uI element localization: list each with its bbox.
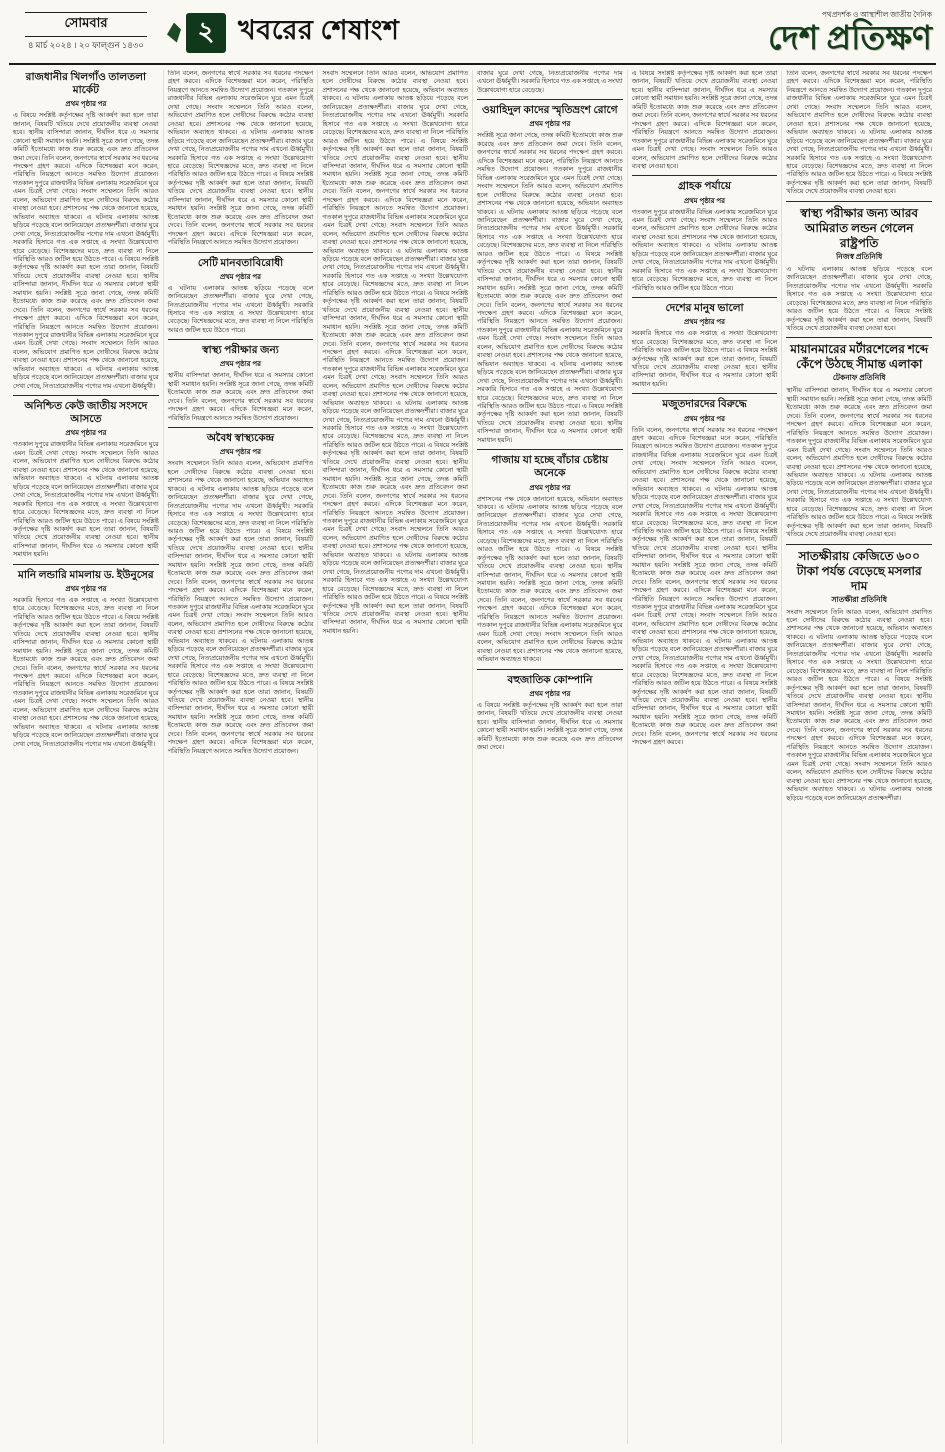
story-headline: স্বাস্থ্য পরীক্ষার জন্য	[202, 345, 279, 357]
story-body-text: এ ঘটনায় এলাকায় আতঙ্ক ছড়িয়ে পড়েছে বলে জানিয়েছেন প্রত্যক্ষদর্শীরা। বাজার ঘুরে দেখা গেছে, নিত্যপ্রয়োজনীয় পণ্যের দাম এখনো ঊর্ধ্বমুখী। সরকারি হিসাবে গত এক সপ্তাহে এ সংখ্যা উল্লেখযোগ্য হারে বেড়েছে। বিশেষজ্ঞদের মতে, দ্রুত ব্যবস্থা না নিলে পরিস্থিতি আরও জটিল হয়ে উঠতে পারে। এ বিষয়ে সংশ্লিষ্ট কর্তৃপক্ষের দৃষ্টি আকর্ষণ করা হলে তারা জানান, বিষয়টি খতিয়ে দেখে প্রয়োজনীয় ব্যবস্থা নেওয়া হবে।	[786, 265, 933, 332]
continued-from-page-one-label: প্রথম পৃষ্ঠার পর	[684, 318, 725, 327]
story-headline: মানি লন্ডারি মামলায় ড. ইউনুসের	[18, 569, 154, 581]
story-continuation	[322, 70, 468, 636]
story-body-text: সরকারি হিসাবে গত এক সপ্তাহে এ সংখ্যা উল্লেখযোগ্য হারে বেড়েছে। বিশেষজ্ঞদের মতে, দ্রুত ব্যবস্থা না নিলে পরিস্থিতি আরও জটিল হয়ে উঠতে পারে। এ বিষয়ে সংশ্লিষ্ট কর্তৃপক্ষের দৃষ্টি আকর্ষণ করা হলে তারা জানান, বিষয়টি খতিয়ে দেখে প্রয়োজনীয় ব্যবস্থা নেওয়া হবে। স্থানীয় বাসিন্দারা জানান, দীর্ঘদিন ধরে এ সমস্যার কোনো স্থায়ী সমাধান হয়নি।	[631, 330, 778, 388]
story	[13, 564, 159, 749]
story-body-text: বাজার ঘুরে দেখা গেছে, নিত্যপ্রয়োজনীয় পণ্যের দাম এখনো ঊর্ধ্বমুখী। সরকারি হিসাবে গত এক সপ্তাহে এ সংখ্যা উল্লেখযোগ্য হারে বেড়েছে।	[477, 70, 623, 94]
story	[477, 449, 623, 664]
story-body-text: স্থানীয় বাসিন্দারা জানান, দীর্ঘদিন ধরে এ সমস্যার কোনো স্থায়ী সমাধান হয়নি। সংশ্লিষ্ট সূত্রে জানা গেছে, তদন্ত কমিটি ইতোমধ্যে কাজ শুরু করেছে এবং দ্রুত প্রতিবেদন জমা দেবে। তিনি বলেন, জনগণের স্বার্থে সরকার সব ধরনের পদক্ষেপ গ্রহণ করবে। এদিকে বিশেষজ্ঞরা মনে করেন, পরিস্থিতি নিয়ন্ত্রণে আনতে সমন্বিত উদ্যোগ প্রয়োজন। গতকাল দুপুরে রাজধানীর বিভিন্ন এলাকায় সরেজমিনে ঘুরে এমন চিত্রই দেখা গেছে। সংবাদ সম্মেলনে তিনি আরও বলেন, অভিযোগ প্রমাণিত হলে দোষীদের বিরুদ্ধে কঠোর ব্যবস্থা নেওয়া হবে। প্রশাসনের পক্ষ থেকে জানানো হয়েছে, অভিযান অব্যাহত থাকবে। এ ঘটনায় এলাকায় আতঙ্ক ছড়িয়ে পড়েছে বলে জানিয়েছেন প্রত্যক্ষদর্শীরা। বাজার ঘুরে দেখা গেছে, নিত্যপ্রয়োজনীয় পণ্যের দাম এখনো ঊর্ধ্বমুখী। সরকারি হিসাবে গত এক সপ্তাহে এ সংখ্যা উল্লেখযোগ্য হারে বেড়েছে। বিশেষজ্ঞদের মতে, দ্রুত ব্যবস্থা না নিলে পরিস্থিতি আরও জটিল হয়ে উঠতে পারে। এ বিষয়ে সংশ্লিষ্ট কর্তৃপক্ষের দৃষ্টি আকর্ষণ করা হলে তারা জানান, বিষয়টি খতিয়ে দেখে প্রয়োজনীয় ব্যবস্থা নেওয়া হবে।	[786, 387, 933, 539]
column-6	[781, 70, 936, 1444]
section-title: খবরের শেষাংশ	[238, 15, 400, 45]
story-body-text: প্রশাসনের পক্ষ থেকে জানানো হয়েছে, অভিযান অব্যাহত থাকবে। এ ঘটনায় এলাকায় আতঙ্ক ছড়িয়ে পড়েছে বলে জানিয়েছেন প্রত্যক্ষদর্শীরা। বাজার ঘুরে দেখা গেছে, নিত্যপ্রয়োজনীয় পণ্যের দাম এখনো ঊর্ধ্বমুখী। সরকারি হিসাবে গত এক সপ্তাহে এ সংখ্যা উল্লেখযোগ্য হারে বেড়েছে। বিশেষজ্ঞদের মতে, দ্রুত ব্যবস্থা না নিলে পরিস্থিতি আরও জটিল হয়ে উঠতে পারে। এ বিষয়ে সংশ্লিষ্ট কর্তৃপক্ষের দৃষ্টি আকর্ষণ করা হলে তারা জানান, বিষয়টি খতিয়ে দেখে প্রয়োজনীয় ব্যবস্থা নেওয়া হবে। স্থানীয় বাসিন্দারা জানান, দীর্ঘদিন ধরে এ সমস্যার কোনো স্থায়ী সমাধান হয়নি। সংশ্লিষ্ট সূত্রে জানা গেছে, তদন্ত কমিটি ইতোমধ্যে কাজ শুরু করেছে এবং দ্রুত প্রতিবেদন জমা দেবে। তিনি বলেন, জনগণের স্বার্থে সরকার সব ধরনের পদক্ষেপ গ্রহণ করবে। এদিকে বিশেষজ্ঞরা মনে করেন, পরিস্থিতি নিয়ন্ত্রণে আনতে সমন্বিত উদ্যোগ প্রয়োজন। গতকাল দুপুরে রাজধানীর বিভিন্ন এলাকায় সরেজমিনে ঘুরে এমন চিত্রই দেখা গেছে। সংবাদ সম্মেলনে তিনি আরও বলেন, অভিযোগ প্রমাণিত হলে দোষীদের বিরুদ্ধে কঠোর ব্যবস্থা নেওয়া হবে। প্রশাসনের পক্ষ থেকে জানানো হয়েছে, অভিযান অব্যাহত থাকবে।	[477, 495, 623, 664]
story	[168, 339, 314, 423]
story	[632, 297, 778, 389]
column-5	[627, 70, 782, 1444]
story-headline: বহুজাতিক কোম্পানি	[507, 674, 593, 686]
story-headline: গ্রাহক পর্যায়ে	[678, 181, 732, 193]
story	[477, 99, 623, 445]
story-headline: মজুতদারদের বিরুদ্ধে	[662, 399, 747, 411]
story-body-text: গতকাল দুপুরে রাজধানীর বিভিন্ন এলাকায় সরেজমিনে ঘুরে এমন চিত্রই দেখা গেছে। সংবাদ সম্মেলনে তিনি আরও বলেন, অভিযোগ প্রমাণিত হলে দোষীদের বিরুদ্ধে কঠোর ব্যবস্থা নেওয়া হবে। প্রশাসনের পক্ষ থেকে জানানো হয়েছে, অভিযান অব্যাহত থাকবে। এ ঘটনায় এলাকায় আতঙ্ক ছড়িয়ে পড়েছে বলে জানিয়েছেন প্রত্যক্ষদর্শীরা। বাজার ঘুরে দেখা গেছে, নিত্যপ্রয়োজনীয় পণ্যের দাম এখনো ঊর্ধ্বমুখী। সরকারি হিসাবে গত এক সপ্তাহে এ সংখ্যা উল্লেখযোগ্য হারে বেড়েছে। বিশেষজ্ঞদের মতে, দ্রুত ব্যবস্থা না নিলে পরিস্থিতি আরও জটিল হয়ে উঠতে পারে।	[631, 208, 778, 292]
weekday-label: সোমবার	[25, 12, 147, 37]
story-body-text: এ বিষয়ে সংশ্লিষ্ট কর্তৃপক্ষের দৃষ্টি আকর্ষণ করা হলে তারা জানান, বিষয়টি খতিয়ে দেখে প্রয়োজনীয় ব্যবস্থা নেওয়া হবে। স্থানীয় বাসিন্দারা জানান, দীর্ঘদিন ধরে এ সমস্যার কোনো স্থায়ী সমাধান হয়নি। সংশ্লিষ্ট সূত্রে জানা গেছে, তদন্ত কমিটি ইতোমধ্যে কাজ শুরু করেছে এবং দ্রুত প্রতিবেদন জমা দেবে। তিনি বলেন, জনগণের স্বার্থে সরকার সব ধরনের পদক্ষেপ গ্রহণ করবে। এদিকে বিশেষজ্ঞরা মনে করেন, পরিস্থিতি নিয়ন্ত্রণে আনতে সমন্বিত উদ্যোগ প্রয়োজন। গতকাল দুপুরে রাজধানীর বিভিন্ন এলাকায় সরেজমিনে ঘুরে এমন চিত্রই দেখা গেছে। সংবাদ সম্মেলনে তিনি আরও বলেন, অভিযোগ প্রমাণিত হলে দোষীদের বিরুদ্ধে কঠোর ব্যবস্থা নেওয়া হবে। প্রশাসনের পক্ষ থেকে জানানো হয়েছে, অভিযান অব্যাহত থাকবে। এ ঘটনায় এলাকায় আতঙ্ক ছড়িয়ে পড়েছে বলে জানিয়েছেন প্রত্যক্ষদর্শীরা। বাজার ঘুরে দেখা গেছে, নিত্যপ্রয়োজনীয় পণ্যের দাম এখনো ঊর্ধ্বমুখী। সরকারি হিসাবে গত এক সপ্তাহে এ সংখ্যা উল্লেখযোগ্য হারে বেড়েছে। বিশেষজ্ঞদের মতে, দ্রুত ব্যবস্থা না নিলে পরিস্থিতি আরও জটিল হয়ে উঠতে পারে। এ বিষয়ে সংশ্লিষ্ট কর্তৃপক্ষের দৃষ্টি আকর্ষণ করা হলে তারা জানান, বিষয়টি খতিয়ে দেখে প্রয়োজনীয় ব্যবস্থা নেওয়া হবে। স্থানীয় বাসিন্দারা জানান, দীর্ঘদিন ধরে এ সমস্যার কোনো স্থায়ী সমাধান হয়নি। সংশ্লিষ্ট সূত্রে জানা গেছে, তদন্ত কমিটি ইতোমধ্যে কাজ শুরু করেছে এবং দ্রুত প্রতিবেদন জমা দেবে। তিনি বলেন, জনগণের স্বার্থে সরকার সব ধরনের পদক্ষেপ গ্রহণ করবে। এদিকে বিশেষজ্ঞরা মনে করেন, পরিস্থিতি নিয়ন্ত্রণে আনতে সমন্বিত উদ্যোগ প্রয়োজন। গতকাল দুপুরে রাজধানীর বিভিন্ন এলাকায় সরেজমিনে ঘুরে এমন চিত্রই দেখা গেছে। সংবাদ সম্মেলনে তিনি আরও বলেন, অভিযোগ প্রমাণিত হলে দোষীদের বিরুদ্ধে কঠোর ব্যবস্থা নেওয়া হবে। প্রশাসনের পক্ষ থেকে জানানো হয়েছে, অভিযান অব্যাহত থাকবে। এ ঘটনায় এলাকায় আতঙ্ক ছড়িয়ে পড়েছে বলে জানিয়েছেন প্রত্যক্ষদর্শীরা। বাজার ঘুরে দেখা গেছে, নিত্যপ্রয়োজনীয় পণ্যের দাম এখনো ঊর্ধ্বমুখী।	[13, 112, 159, 390]
story	[786, 201, 932, 334]
story-byline: নিজস্ব প্রতিনিধি	[836, 251, 883, 261]
newspaper-nameplate: দেশ প্রতিক্ষণ	[767, 20, 932, 57]
column-3	[317, 70, 472, 1444]
story-body-text: এ ঘটনায় এলাকায় আতঙ্ক ছড়িয়ে পড়েছে বলে জানিয়েছেন প্রত্যক্ষদর্শীরা। বাজার ঘুরে দেখা গেছে, নিত্যপ্রয়োজনীয় পণ্যের দাম এখনো ঊর্ধ্বমুখী। সরকারি হিসাবে গত এক সপ্তাহে এ সংখ্যা উল্লেখযোগ্য হারে বেড়েছে। বিশেষজ্ঞদের মতে, দ্রুত ব্যবস্থা না নিলে পরিস্থিতি আরও জটিল হয়ে উঠতে পারে।	[167, 284, 314, 334]
story-headline: সাতক্ষীরায় কেজিতে ৬০০ টাকা পর্যন্ত বেড়েছে মসলার দাম	[796, 548, 922, 593]
story-continuation	[632, 70, 778, 171]
page-number-badge	[167, 13, 226, 53]
logo-mark-icon	[167, 23, 181, 43]
continued-from-page-one-label: প্রথম পৃষ্ঠার পর	[684, 196, 725, 205]
story-body-text: তিনি বলেন, জনগণের স্বার্থে সরকার সব ধরনের পদক্ষেপ গ্রহণ করবে। এদিকে বিশেষজ্ঞরা মনে করেন, পরিস্থিতি নিয়ন্ত্রণে আনতে সমন্বিত উদ্যোগ প্রয়োজন। গতকাল দুপুরে রাজধানীর বিভিন্ন এলাকায় সরেজমিনে ঘুরে এমন চিত্রই দেখা গেছে। সংবাদ সম্মেলনে তিনি আরও বলেন, অভিযোগ প্রমাণিত হলে দোষীদের বিরুদ্ধে কঠোর ব্যবস্থা নেওয়া হবে। প্রশাসনের পক্ষ থেকে জানানো হয়েছে, অভিযান অব্যাহত থাকবে। এ ঘটনায় এলাকায় আতঙ্ক ছড়িয়ে পড়েছে বলে জানিয়েছেন প্রত্যক্ষদর্শীরা। বাজার ঘুরে দেখা গেছে, নিত্যপ্রয়োজনীয় পণ্যের দাম এখনো ঊর্ধ্বমুখী। সরকারি হিসাবে গত এক সপ্তাহে এ সংখ্যা উল্লেখযোগ্য হারে বেড়েছে। বিশেষজ্ঞদের মতে, দ্রুত ব্যবস্থা না নিলে পরিস্থিতি আরও জটিল হয়ে উঠতে পারে। এ বিষয়ে সংশ্লিষ্ট কর্তৃপক্ষের দৃষ্টি আকর্ষণ করা হলে তারা জানান, বিষয়টি খতিয়ে দেখে প্রয়োজনীয় ব্যবস্থা নেওয়া হবে। স্থানীয় বাসিন্দারা জানান, দীর্ঘদিন ধরে এ সমস্যার কোনো স্থায়ী সমাধান হয়নি। সংশ্লিষ্ট সূত্রে জানা গেছে, তদন্ত কমিটি ইতোমধ্যে কাজ শুরু করেছে এবং দ্রুত প্রতিবেদন জমা দেবে। তিনি বলেন, জনগণের স্বার্থে সরকার সব ধরনের পদক্ষেপ গ্রহণ করবে। এদিকে বিশেষজ্ঞরা মনে করেন, পরিস্থিতি নিয়ন্ত্রণে আনতে সমন্বিত উদ্যোগ প্রয়োজন। গতকাল দুপুরে রাজধানীর বিভিন্ন এলাকায় সরেজমিনে ঘুরে এমন চিত্রই দেখা গেছে। সংবাদ সম্মেলনে তিনি আরও বলেন, অভিযোগ প্রমাণিত হলে দোষীদের বিরুদ্ধে কঠোর ব্যবস্থা নেওয়া হবে। প্রশাসনের পক্ষ থেকে জানানো হয়েছে, অভিযান অব্যাহত থাকবে। এ ঘটনায় এলাকায় আতঙ্ক ছড়িয়ে পড়েছে বলে জানিয়েছেন প্রত্যক্ষদর্শীরা। বাজার ঘুরে দেখা গেছে, নিত্যপ্রয়োজনীয় পণ্যের দাম এখনো ঊর্ধ্বমুখী। সরকারি হিসাবে গত এক সপ্তাহে এ সংখ্যা উল্লেখযোগ্য হারে বেড়েছে। বিশেষজ্ঞদের মতে, দ্রুত ব্যবস্থা না নিলে পরিস্থিতি আরও জটিল হয়ে উঠতে পারে। এ বিষয়ে সংশ্লিষ্ট কর্তৃপক্ষের দৃষ্টি আকর্ষণ করা হলে তারা জানান, বিষয়টি খতিয়ে দেখে প্রয়োজনীয় ব্যবস্থা নেওয়া হবে। স্থানীয় বাসিন্দারা জানান, দীর্ঘদিন ধরে এ সমস্যার কোনো স্থায়ী সমাধান হয়নি। সংশ্লিষ্ট সূত্রে জানা গেছে, তদন্ত কমিটি ইতোমধ্যে কাজ শুরু করেছে এবং দ্রুত প্রতিবেদন জমা দেবে। তিনি বলেন, জনগণের স্বার্থে সরকার সব ধরনের পদক্ষেপ গ্রহণ করবে।	[631, 426, 778, 747]
story-headline: স্বাস্থ্য পরীক্ষার জন্য আরব আমিরাত লন্ডন গেলেন রাষ্ট্রপতি	[800, 205, 919, 250]
story-body-text: গতকাল দুপুরে রাজধানীর বিভিন্ন এলাকায় সরেজমিনে ঘুরে এমন চিত্রই দেখা গেছে। সংবাদ সম্মেলনে তিনি আরও বলেন, অভিযোগ প্রমাণিত হলে দোষীদের বিরুদ্ধে কঠোর ব্যবস্থা নেওয়া হবে। প্রশাসনের পক্ষ থেকে জানানো হয়েছে, অভিযান অব্যাহত থাকবে। এ ঘটনায় এলাকায় আতঙ্ক ছড়িয়ে পড়েছে বলে জানিয়েছেন প্রত্যক্ষদর্শীরা। বাজার ঘুরে দেখা গেছে, নিত্যপ্রয়োজনীয় পণ্যের দাম এখনো ঊর্ধ্বমুখী। সরকারি হিসাবে গত এক সপ্তাহে এ সংখ্যা উল্লেখযোগ্য হারে বেড়েছে। বিশেষজ্ঞদের মতে, দ্রুত ব্যবস্থা না নিলে পরিস্থিতি আরও জটিল হয়ে উঠতে পারে। এ বিষয়ে সংশ্লিষ্ট কর্তৃপক্ষের দৃষ্টি আকর্ষণ করা হলে তারা জানান, বিষয়টি খতিয়ে দেখে প্রয়োজনীয় ব্যবস্থা নেওয়া হবে। স্থানীয় বাসিন্দারা জানান, দীর্ঘদিন ধরে এ সমস্যার কোনো স্থায়ী সমাধান হয়নি।	[13, 441, 159, 559]
story	[168, 427, 314, 756]
story-headline: গাজায় যা হচ্ছে বাঁচার চেষ্টায় অনেকে	[491, 455, 609, 480]
continued-from-page-one-label: প্রথম পৃষ্ঠার পর	[220, 448, 261, 457]
story	[13, 71, 159, 391]
story-headline: অনিশ্চিত কেউ জাতীয় সংসদে আসতে	[24, 401, 148, 426]
continued-from-page-one-label: প্রথম পৃষ্ঠার পর	[65, 584, 107, 593]
story-headline: ওয়াহিদুল কাদের স্মৃতিভ্রংশ রোগে	[482, 105, 618, 117]
story-body-text: সংবাদ সম্মেলনে তিনি আরও বলেন, অভিযোগ প্রমাণিত হলে দোষীদের বিরুদ্ধে কঠোর ব্যবস্থা নেওয়া হবে। প্রশাসনের পক্ষ থেকে জানানো হয়েছে, অভিযান অব্যাহত থাকবে। এ ঘটনায় এলাকায় আতঙ্ক ছড়িয়ে পড়েছে বলে জানিয়েছেন প্রত্যক্ষদর্শীরা। বাজার ঘুরে দেখা গেছে, নিত্যপ্রয়োজনীয় পণ্যের দাম এখনো ঊর্ধ্বমুখী। সরকারি হিসাবে গত এক সপ্তাহে এ সংখ্যা উল্লেখযোগ্য হারে বেড়েছে। বিশেষজ্ঞদের মতে, দ্রুত ব্যবস্থা না নিলে পরিস্থিতি আরও জটিল হয়ে উঠতে পারে। এ বিষয়ে সংশ্লিষ্ট কর্তৃপক্ষের দৃষ্টি আকর্ষণ করা হলে তারা জানান, বিষয়টি খতিয়ে দেখে প্রয়োজনীয় ব্যবস্থা নেওয়া হবে। স্থানীয় বাসিন্দারা জানান, দীর্ঘদিন ধরে এ সমস্যার কোনো স্থায়ী সমাধান হয়নি। সংশ্লিষ্ট সূত্রে জানা গেছে, তদন্ত কমিটি ইতোমধ্যে কাজ শুরু করেছে এবং দ্রুত প্রতিবেদন জমা দেবে। তিনি বলেন, জনগণের স্বার্থে সরকার সব ধরনের পদক্ষেপ গ্রহণ করবে। এদিকে বিশেষজ্ঞরা মনে করেন, পরিস্থিতি নিয়ন্ত্রণে আনতে সমন্বিত উদ্যোগ প্রয়োজন। গতকাল দুপুরে রাজধানীর বিভিন্ন এলাকায় সরেজমিনে ঘুরে এমন চিত্রই দেখা গেছে। সংবাদ সম্মেলনে তিনি আরও বলেন, অভিযোগ প্রমাণিত হলে দোষীদের বিরুদ্ধে কঠোর ব্যবস্থা নেওয়া হবে। প্রশাসনের পক্ষ থেকে জানানো হয়েছে, অভিযান অব্যাহত থাকবে। এ ঘটনায় এলাকায় আতঙ্ক ছড়িয়ে পড়েছে বলে জানিয়েছেন প্রত্যক্ষদর্শীরা।	[786, 608, 933, 802]
continued-from-page-one-label: প্রথম পৃষ্ঠার পর	[529, 120, 571, 129]
story	[786, 337, 932, 539]
story-byline: টেকনাফ প্রতিনিধি	[832, 373, 886, 383]
story	[13, 395, 159, 560]
story	[168, 252, 314, 336]
date-label: ৪ মার্চ ২০২৪ । ২০ ফাল্গুন ১৪৩০	[28, 40, 144, 50]
story	[786, 544, 932, 803]
story-continuation	[477, 70, 623, 95]
continued-from-page-one-label: প্রথম পৃষ্ঠার পর	[529, 483, 571, 492]
story-continuation	[786, 70, 932, 197]
continued-from-page-one-label: প্রথম পৃষ্ঠার পর	[529, 689, 571, 698]
story-body-text: এ বিষয়ে সংশ্লিষ্ট কর্তৃপক্ষের দৃষ্টি আকর্ষণ করা হলে তারা জানান, বিষয়টি খতিয়ে দেখে প্রয়োজনীয় ব্যবস্থা নেওয়া হবে। স্থানীয় বাসিন্দারা জানান, দীর্ঘদিন ধরে এ সমস্যার কোনো স্থায়ী সমাধান হয়নি। সংশ্লিষ্ট সূত্রে জানা গেছে, তদন্ত কমিটি ইতোমধ্যে কাজ শুরু করেছে এবং দ্রুত প্রতিবেদন জমা দেবে। তিনি বলেন, জনগণের স্বার্থে সরকার সব ধরনের পদক্ষেপ গ্রহণ করবে। এদিকে বিশেষজ্ঞরা মনে করেন, পরিস্থিতি নিয়ন্ত্রণে আনতে সমন্বিত উদ্যোগ প্রয়োজন। গতকাল দুপুরে রাজধানীর বিভিন্ন এলাকায় সরেজমিনে ঘুরে এমন চিত্রই দেখা গেছে। সংবাদ সম্মেলনে তিনি আরও বলেন, অভিযোগ প্রমাণিত হলে দোষীদের বিরুদ্ধে কঠোর ব্যবস্থা নেওয়া হবে।	[631, 70, 778, 170]
nameplate-tagline: পথপ্রদর্শক ও আস্থাশীল জাতীয় দৈনিক	[821, 9, 932, 19]
column-4	[472, 70, 627, 1444]
story-byline: সাতক্ষীরা প্রতিনিধি	[831, 594, 887, 604]
story-headline: সেটি মানবতাবিরোধী	[197, 257, 284, 269]
continued-from-page-one-label: প্রথম পৃষ্ঠার পর	[684, 414, 725, 423]
story-body-text: সংবাদ সম্মেলনে তিনি আরও বলেন, অভিযোগ প্রমাণিত হলে দোষীদের বিরুদ্ধে কঠোর ব্যবস্থা নেওয়া হবে। প্রশাসনের পক্ষ থেকে জানানো হয়েছে, অভিযান অব্যাহত থাকবে। এ ঘটনায় এলাকায় আতঙ্ক ছড়িয়ে পড়েছে বলে জানিয়েছেন প্রত্যক্ষদর্শীরা। বাজার ঘুরে দেখা গেছে, নিত্যপ্রয়োজনীয় পণ্যের দাম এখনো ঊর্ধ্বমুখী। সরকারি হিসাবে গত এক সপ্তাহে এ সংখ্যা উল্লেখযোগ্য হারে বেড়েছে। বিশেষজ্ঞদের মতে, দ্রুত ব্যবস্থা না নিলে পরিস্থিতি আরও জটিল হয়ে উঠতে পারে। এ বিষয়ে সংশ্লিষ্ট কর্তৃপক্ষের দৃষ্টি আকর্ষণ করা হলে তারা জানান, বিষয়টি খতিয়ে দেখে প্রয়োজনীয় ব্যবস্থা নেওয়া হবে। স্থানীয় বাসিন্দারা জানান, দীর্ঘদিন ধরে এ সমস্যার কোনো স্থায়ী সমাধান হয়নি। সংশ্লিষ্ট সূত্রে জানা গেছে, তদন্ত কমিটি ইতোমধ্যে কাজ শুরু করেছে এবং দ্রুত প্রতিবেদন জমা দেবে। তিনি বলেন, জনগণের স্বার্থে সরকার সব ধরনের পদক্ষেপ গ্রহণ করবে। এদিকে বিশেষজ্ঞরা মনে করেন, পরিস্থিতি নিয়ন্ত্রণে আনতে সমন্বিত উদ্যোগ প্রয়োজন। গতকাল দুপুরে রাজধানীর বিভিন্ন এলাকায় সরেজমিনে ঘুরে এমন চিত্রই দেখা গেছে। সংবাদ সম্মেলনে তিনি আরও বলেন, অভিযোগ প্রমাণিত হলে দোষীদের বিরুদ্ধে কঠোর ব্যবস্থা নেওয়া হবে। প্রশাসনের পক্ষ থেকে জানানো হয়েছে, অভিযান অব্যাহত থাকবে। এ ঘটনায় এলাকায় আতঙ্ক ছড়িয়ে পড়েছে বলে জানিয়েছেন প্রত্যক্ষদর্শীরা। বাজার ঘুরে দেখা গেছে, নিত্যপ্রয়োজনীয় পণ্যের দাম এখনো ঊর্ধ্বমুখী। সরকারি হিসাবে গত এক সপ্তাহে এ সংখ্যা উল্লেখযোগ্য হারে বেড়েছে। বিশেষজ্ঞদের মতে, দ্রুত ব্যবস্থা না নিলে পরিস্থিতি আরও জটিল হয়ে উঠতে পারে। এ বিষয়ে সংশ্লিষ্ট কর্তৃপক্ষের দৃষ্টি আকর্ষণ করা হলে তারা জানান, বিষয়টি খতিয়ে দেখে প্রয়োজনীয় ব্যবস্থা নেওয়া হবে। স্থানীয় বাসিন্দারা জানান, দীর্ঘদিন ধরে এ সমস্যার কোনো স্থায়ী সমাধান হয়নি। সংশ্লিষ্ট সূত্রে জানা গেছে, তদন্ত কমিটি ইতোমধ্যে কাজ শুরু করেছে এবং দ্রুত প্রতিবেদন জমা দেবে। তিনি বলেন, জনগণের স্বার্থে সরকার সব ধরনের পদক্ষেপ গ্রহণ করবে। এদিকে বিশেষজ্ঞরা মনে করেন, পরিস্থিতি নিয়ন্ত্রণে আনতে সমন্বিত উদ্যোগ প্রয়োজন। গতকাল দুপুরে রাজধানীর বিভিন্ন এলাকায় সরেজমিনে ঘুরে এমন চিত্রই দেখা গেছে। সংবাদ সম্মেলনে তিনি আরও বলেন, অভিযোগ প্রমাণিত হলে দোষীদের বিরুদ্ধে কঠোর ব্যবস্থা নেওয়া হবে। প্রশাসনের পক্ষ থেকে জানানো হয়েছে, অভিযান অব্যাহত থাকবে। এ ঘটনায় এলাকায় আতঙ্ক ছড়িয়ে পড়েছে বলে জানিয়েছেন প্রত্যক্ষদর্শীরা। বাজার ঘুরে দেখা গেছে, নিত্যপ্রয়োজনীয় পণ্যের দাম এখনো ঊর্ধ্বমুখী। সরকারি হিসাবে গত এক সপ্তাহে এ সংখ্যা উল্লেখযোগ্য হারে বেড়েছে। বিশেষজ্ঞদের মতে, দ্রুত ব্যবস্থা না নিলে পরিস্থিতি আরও জটিল হয়ে উঠতে পারে। এ বিষয়ে সংশ্লিষ্ট কর্তৃপক্ষের দৃষ্টি আকর্ষণ করা হলে তারা জানান, বিষয়টি খতিয়ে দেখে প্রয়োজনীয় ব্যবস্থা নেওয়া হবে। স্থানীয় বাসিন্দারা জানান, দীর্ঘদিন ধরে এ সমস্যার কোনো স্থায়ী সমাধান হয়নি। সংশ্লিষ্ট সূত্রে জানা গেছে, তদন্ত কমিটি ইতোমধ্যে কাজ শুরু করেছে এবং দ্রুত প্রতিবেদন জমা দেবে। তিনি বলেন, জনগণের স্বার্থে সরকার সব ধরনের পদক্ষেপ গ্রহণ করবে। এদিকে বিশেষজ্ঞরা মনে করেন, পরিস্থিতি নিয়ন্ত্রণে আনতে সমন্বিত উদ্যোগ প্রয়োজন। গতকাল দুপুরে রাজধানীর বিভিন্ন এলাকায় সরেজমিনে ঘুরে এমন চিত্রই দেখা গেছে। সংবাদ সম্মেলনে তিনি আরও বলেন, অভিযোগ প্রমাণিত হলে দোষীদের বিরুদ্ধে কঠোর ব্যবস্থা নেওয়া হবে। প্রশাসনের পক্ষ থেকে জানানো হয়েছে, অভিযান অব্যাহত থাকবে। এ ঘটনায় এলাকায় আতঙ্ক ছড়িয়ে পড়েছে বলে জানিয়েছেন প্রত্যক্ষদর্শীরা। বাজার ঘুরে দেখা গেছে, নিত্যপ্রয়োজনীয় পণ্যের দাম এখনো ঊর্ধ্বমুখী। সরকারি হিসাবে গত এক সপ্তাহে এ সংখ্যা উল্লেখযোগ্য হারে বেড়েছে। বিশেষজ্ঞদের মতে, দ্রুত ব্যবস্থা না নিলে পরিস্থিতি আরও জটিল হয়ে উঠতে পারে। এ বিষয়ে সংশ্লিষ্ট কর্তৃপক্ষের দৃষ্টি আকর্ষণ করা হলে তারা জানান, বিষয়টি খতিয়ে দেখে প্রয়োজনীয় ব্যবস্থা নেওয়া হবে। স্থানীয় বাসিন্দারা জানান, দীর্ঘদিন ধরে এ সমস্যার কোনো স্থায়ী সমাধান হয়নি।	[322, 70, 469, 635]
nameplate-block	[768, 10, 934, 56]
continued-from-page-one-label: প্রথম পৃষ্ঠার পর	[65, 100, 107, 109]
story-body-text: এ বিষয়ে সংশ্লিষ্ট কর্তৃপক্ষের দৃষ্টি আকর্ষণ করা হলে তারা জানান, বিষয়টি খতিয়ে দেখে প্রয়োজনীয় ব্যবস্থা নেওয়া হবে। স্থানীয় বাসিন্দারা জানান, দীর্ঘদিন ধরে এ সমস্যার কোনো স্থায়ী সমাধান হয়নি। সংশ্লিষ্ট সূত্রে জানা গেছে, তদন্ত কমিটি ইতোমধ্যে কাজ শুরু করেছে এবং দ্রুত প্রতিবেদন জমা দেবে।	[477, 701, 623, 751]
story-headline: মায়ানমারের মর্টারশেলের শব্দে কেঁপে উঠছে সীমান্ত এলাকা	[790, 342, 929, 372]
story	[632, 175, 778, 293]
continued-from-page-one-label: প্রথম পৃষ্ঠার পর	[220, 272, 261, 281]
story-body-text: সরকারি হিসাবে গত এক সপ্তাহে এ সংখ্যা উল্লেখযোগ্য হারে বেড়েছে। বিশেষজ্ঞদের মতে, দ্রুত ব্যবস্থা না নিলে পরিস্থিতি আরও জটিল হয়ে উঠতে পারে। এ বিষয়ে সংশ্লিষ্ট কর্তৃপক্ষের দৃষ্টি আকর্ষণ করা হলে তারা জানান, বিষয়টি খতিয়ে দেখে প্রয়োজনীয় ব্যবস্থা নেওয়া হবে। স্থানীয় বাসিন্দারা জানান, দীর্ঘদিন ধরে এ সমস্যার কোনো স্থায়ী সমাধান হয়নি। সংশ্লিষ্ট সূত্রে জানা গেছে, তদন্ত কমিটি ইতোমধ্যে কাজ শুরু করেছে এবং দ্রুত প্রতিবেদন জমা দেবে। তিনি বলেন, জনগণের স্বার্থে সরকার সব ধরনের পদক্ষেপ গ্রহণ করবে। এদিকে বিশেষজ্ঞরা মনে করেন, পরিস্থিতি নিয়ন্ত্রণে আনতে সমন্বিত উদ্যোগ প্রয়োজন। গতকাল দুপুরে রাজধানীর বিভিন্ন এলাকায় সরেজমিনে ঘুরে এমন চিত্রই দেখা গেছে। সংবাদ সম্মেলনে তিনি আরও বলেন, অভিযোগ প্রমাণিত হলে দোষীদের বিরুদ্ধে কঠোর ব্যবস্থা নেওয়া হবে। প্রশাসনের পক্ষ থেকে জানানো হয়েছে, অভিযান অব্যাহত থাকবে। এ ঘটনায় এলাকায় আতঙ্ক ছড়িয়ে পড়েছে বলে জানিয়েছেন প্রত্যক্ষদর্শীরা। বাজার ঘুরে দেখা গেছে, নিত্যপ্রয়োজনীয় পণ্যের দাম এখনো ঊর্ধ্বমুখী।	[13, 596, 159, 748]
story-continuation	[168, 70, 314, 248]
story-headline: দেশের মানুষ ভালো	[665, 303, 744, 315]
continued-from-page-one-label: প্রথম পৃষ্ঠার পর	[65, 429, 107, 438]
continued-from-page-one-label: প্রথম পৃষ্ঠার পর	[220, 360, 261, 369]
story-body-text: তিনি বলেন, জনগণের স্বার্থে সরকার সব ধরনের পদক্ষেপ গ্রহণ করবে। এদিকে বিশেষজ্ঞরা মনে করেন, পরিস্থিতি নিয়ন্ত্রণে আনতে সমন্বিত উদ্যোগ প্রয়োজন। গতকাল দুপুরে রাজধানীর বিভিন্ন এলাকায় সরেজমিনে ঘুরে এমন চিত্রই দেখা গেছে। সংবাদ সম্মেলনে তিনি আরও বলেন, অভিযোগ প্রমাণিত হলে দোষীদের বিরুদ্ধে কঠোর ব্যবস্থা নেওয়া হবে। প্রশাসনের পক্ষ থেকে জানানো হয়েছে, অভিযান অব্যাহত থাকবে। এ ঘটনায় এলাকায় আতঙ্ক ছড়িয়ে পড়েছে বলে জানিয়েছেন প্রত্যক্ষদর্শীরা। বাজার ঘুরে দেখা গেছে, নিত্যপ্রয়োজনীয় পণ্যের দাম এখনো ঊর্ধ্বমুখী। সরকারি হিসাবে গত এক সপ্তাহে এ সংখ্যা উল্লেখযোগ্য হারে বেড়েছে। বিশেষজ্ঞদের মতে, দ্রুত ব্যবস্থা না নিলে পরিস্থিতি আরও জটিল হয়ে উঠতে পারে। এ বিষয়ে সংশ্লিষ্ট কর্তৃপক্ষের দৃষ্টি আকর্ষণ করা হলে তারা জানান, বিষয়টি খতিয়ে দেখে প্রয়োজনীয় ব্যবস্থা নেওয়া হবে। স্থানীয় বাসিন্দারা জানান, দীর্ঘদিন ধরে এ সমস্যার কোনো স্থায়ী সমাধান হয়নি। সংশ্লিষ্ট সূত্রে জানা গেছে, তদন্ত কমিটি ইতোমধ্যে কাজ শুরু করেছে এবং দ্রুত প্রতিবেদন জমা দেবে। তিনি বলেন, জনগণের স্বার্থে সরকার সব ধরনের পদক্ষেপ গ্রহণ করবে। এদিকে বিশেষজ্ঞরা মনে করেন, পরিস্থিতি নিয়ন্ত্রণে আনতে সমন্বিত উদ্যোগ প্রয়োজন।	[167, 70, 314, 247]
page-number: ২	[186, 13, 226, 53]
story-body-text: সংবাদ সম্মেলনে তিনি আরও বলেন, অভিযোগ প্রমাণিত হলে দোষীদের বিরুদ্ধে কঠোর ব্যবস্থা নেওয়া হবে। প্রশাসনের পক্ষ থেকে জানানো হয়েছে, অভিযান অব্যাহত থাকবে। এ ঘটনায় এলাকায় আতঙ্ক ছড়িয়ে পড়েছে বলে জানিয়েছেন প্রত্যক্ষদর্শীরা। বাজার ঘুরে দেখা গেছে, নিত্যপ্রয়োজনীয় পণ্যের দাম এখনো ঊর্ধ্বমুখী। সরকারি হিসাবে গত এক সপ্তাহে এ সংখ্যা উল্লেখযোগ্য হারে বেড়েছে। বিশেষজ্ঞদের মতে, দ্রুত ব্যবস্থা না নিলে পরিস্থিতি আরও জটিল হয়ে উঠতে পারে। এ বিষয়ে সংশ্লিষ্ট কর্তৃপক্ষের দৃষ্টি আকর্ষণ করা হলে তারা জানান, বিষয়টি খতিয়ে দেখে প্রয়োজনীয় ব্যবস্থা নেওয়া হবে। স্থানীয় বাসিন্দারা জানান, দীর্ঘদিন ধরে এ সমস্যার কোনো স্থায়ী সমাধান হয়নি। সংশ্লিষ্ট সূত্রে জানা গেছে, তদন্ত কমিটি ইতোমধ্যে কাজ শুরু করেছে এবং দ্রুত প্রতিবেদন জমা দেবে। তিনি বলেন, জনগণের স্বার্থে সরকার সব ধরনের পদক্ষেপ গ্রহণ করবে। এদিকে বিশেষজ্ঞরা মনে করেন, পরিস্থিতি নিয়ন্ত্রণে আনতে সমন্বিত উদ্যোগ প্রয়োজন। গতকাল দুপুরে রাজধানীর বিভিন্ন এলাকায় সরেজমিনে ঘুরে এমন চিত্রই দেখা গেছে। সংবাদ সম্মেলনে তিনি আরও বলেন, অভিযোগ প্রমাণিত হলে দোষীদের বিরুদ্ধে কঠোর ব্যবস্থা নেওয়া হবে। প্রশাসনের পক্ষ থেকে জানানো হয়েছে, অভিযান অব্যাহত থাকবে। এ ঘটনায় এলাকায় আতঙ্ক ছড়িয়ে পড়েছে বলে জানিয়েছেন প্রত্যক্ষদর্শীরা। বাজার ঘুরে দেখা গেছে, নিত্যপ্রয়োজনীয় পণ্যের দাম এখনো ঊর্ধ্বমুখী। সরকারি হিসাবে গত এক সপ্তাহে এ সংখ্যা উল্লেখযোগ্য হারে বেড়েছে। বিশেষজ্ঞদের মতে, দ্রুত ব্যবস্থা না নিলে পরিস্থিতি আরও জটিল হয়ে উঠতে পারে। এ বিষয়ে সংশ্লিষ্ট কর্তৃপক্ষের দৃষ্টি আকর্ষণ করা হলে তারা জানান, বিষয়টি খতিয়ে দেখে প্রয়োজনীয় ব্যবস্থা নেওয়া হবে। স্থানীয় বাসিন্দারা জানান, দীর্ঘদিন ধরে এ সমস্যার কোনো স্থায়ী সমাধান হয়নি। সংশ্লিষ্ট সূত্রে জানা গেছে, তদন্ত কমিটি ইতোমধ্যে কাজ শুরু করেছে এবং দ্রুত প্রতিবেদন জমা দেবে। তিনি বলেন, জনগণের স্বার্থে সরকার সব ধরনের পদক্ষেপ গ্রহণ করবে। এদিকে বিশেষজ্ঞরা মনে করেন, পরিস্থিতি নিয়ন্ত্রণে আনতে সমন্বিত উদ্যোগ প্রয়োজন।	[167, 460, 314, 755]
story	[632, 393, 778, 747]
columns	[9, 70, 936, 1444]
column-2	[163, 70, 318, 1444]
date-box	[11, 12, 161, 53]
story-headline: রাজধানীর খিলগাঁও তালতলা মার্কেট	[25, 72, 146, 97]
page-header	[9, 5, 936, 65]
story-headline: অবৈধ স্বাস্থ্যকেন্দ্র	[206, 433, 275, 445]
story	[477, 669, 623, 753]
story-body-text: সংশ্লিষ্ট সূত্রে জানা গেছে, তদন্ত কমিটি ইতোমধ্যে কাজ শুরু করেছে এবং দ্রুত প্রতিবেদন জমা দেবে। তিনি বলেন, জনগণের স্বার্থে সরকার সব ধরনের পদক্ষেপ গ্রহণ করবে। এদিকে বিশেষজ্ঞরা মনে করেন, পরিস্থিতি নিয়ন্ত্রণে আনতে সমন্বিত উদ্যোগ প্রয়োজন। গতকাল দুপুরে রাজধানীর বিভিন্ন এলাকায় সরেজমিনে ঘুরে এমন চিত্রই দেখা গেছে। সংবাদ সম্মেলনে তিনি আরও বলেন, অভিযোগ প্রমাণিত হলে দোষীদের বিরুদ্ধে কঠোর ব্যবস্থা নেওয়া হবে। প্রশাসনের পক্ষ থেকে জানানো হয়েছে, অভিযান অব্যাহত থাকবে। এ ঘটনায় এলাকায় আতঙ্ক ছড়িয়ে পড়েছে বলে জানিয়েছেন প্রত্যক্ষদর্শীরা। বাজার ঘুরে দেখা গেছে, নিত্যপ্রয়োজনীয় পণ্যের দাম এখনো ঊর্ধ্বমুখী। সরকারি হিসাবে গত এক সপ্তাহে এ সংখ্যা উল্লেখযোগ্য হারে বেড়েছে। বিশেষজ্ঞদের মতে, দ্রুত ব্যবস্থা না নিলে পরিস্থিতি আরও জটিল হয়ে উঠতে পারে। এ বিষয়ে সংশ্লিষ্ট কর্তৃপক্ষের দৃষ্টি আকর্ষণ করা হলে তারা জানান, বিষয়টি খতিয়ে দেখে প্রয়োজনীয় ব্যবস্থা নেওয়া হবে। স্থানীয় বাসিন্দারা জানান, দীর্ঘদিন ধরে এ সমস্যার কোনো স্থায়ী সমাধান হয়নি। সংশ্লিষ্ট সূত্রে জানা গেছে, তদন্ত কমিটি ইতোমধ্যে কাজ শুরু করেছে এবং দ্রুত প্রতিবেদন জমা দেবে। তিনি বলেন, জনগণের স্বার্থে সরকার সব ধরনের পদক্ষেপ গ্রহণ করবে। এদিকে বিশেষজ্ঞরা মনে করেন, পরিস্থিতি নিয়ন্ত্রণে আনতে সমন্বিত উদ্যোগ প্রয়োজন। গতকাল দুপুরে রাজধানীর বিভিন্ন এলাকায় সরেজমিনে ঘুরে এমন চিত্রই দেখা গেছে। সংবাদ সম্মেলনে তিনি আরও বলেন, অভিযোগ প্রমাণিত হলে দোষীদের বিরুদ্ধে কঠোর ব্যবস্থা নেওয়া হবে। প্রশাসনের পক্ষ থেকে জানানো হয়েছে, অভিযান অব্যাহত থাকবে। এ ঘটনায় এলাকায় আতঙ্ক ছড়িয়ে পড়েছে বলে জানিয়েছেন প্রত্যক্ষদর্শীরা। বাজার ঘুরে দেখা গেছে, নিত্যপ্রয়োজনীয় পণ্যের দাম এখনো ঊর্ধ্বমুখী। সরকারি হিসাবে গত এক সপ্তাহে এ সংখ্যা উল্লেখযোগ্য হারে বেড়েছে। বিশেষজ্ঞদের মতে, দ্রুত ব্যবস্থা না নিলে পরিস্থিতি আরও জটিল হয়ে উঠতে পারে। এ বিষয়ে সংশ্লিষ্ট কর্তৃপক্ষের দৃষ্টি আকর্ষণ করা হলে তারা জানান, বিষয়টি খতিয়ে দেখে প্রয়োজনীয় ব্যবস্থা নেওয়া হবে। স্থানীয় বাসিন্দারা জানান, দীর্ঘদিন ধরে এ সমস্যার কোনো স্থায়ী সমাধান হয়নি।	[477, 132, 623, 444]
story-body-text: তিনি বলেন, জনগণের স্বার্থে সরকার সব ধরনের পদক্ষেপ গ্রহণ করবে। এদিকে বিশেষজ্ঞরা মনে করেন, পরিস্থিতি নিয়ন্ত্রণে আনতে সমন্বিত উদ্যোগ প্রয়োজন। গতকাল দুপুরে রাজধানীর বিভিন্ন এলাকায় সরেজমিনে ঘুরে এমন চিত্রই দেখা গেছে। সংবাদ সম্মেলনে তিনি আরও বলেন, অভিযোগ প্রমাণিত হলে দোষীদের বিরুদ্ধে কঠোর ব্যবস্থা নেওয়া হবে। প্রশাসনের পক্ষ থেকে জানানো হয়েছে, অভিযান অব্যাহত থাকবে। এ ঘটনায় এলাকায় আতঙ্ক ছড়িয়ে পড়েছে বলে জানিয়েছেন প্রত্যক্ষদর্শীরা। বাজার ঘুরে দেখা গেছে, নিত্যপ্রয়োজনীয় পণ্যের দাম এখনো ঊর্ধ্বমুখী। সরকারি হিসাবে গত এক সপ্তাহে এ সংখ্যা উল্লেখযোগ্য হারে বেড়েছে। বিশেষজ্ঞদের মতে, দ্রুত ব্যবস্থা না নিলে পরিস্থিতি আরও জটিল হয়ে উঠতে পারে। এ বিষয়ে সংশ্লিষ্ট কর্তৃপক্ষের দৃষ্টি আকর্ষণ করা হলে তারা জানান, বিষয়টি খতিয়ে দেখে প্রয়োজনীয় ব্যবস্থা নেওয়া হবে।	[786, 70, 933, 196]
column-1	[9, 70, 163, 1444]
story-body-text: স্থানীয় বাসিন্দারা জানান, দীর্ঘদিন ধরে এ সমস্যার কোনো স্থায়ী সমাধান হয়নি। সংশ্লিষ্ট সূত্রে জানা গেছে, তদন্ত কমিটি ইতোমধ্যে কাজ শুরু করেছে এবং দ্রুত প্রতিবেদন জমা দেবে। তিনি বলেন, জনগণের স্বার্থে সরকার সব ধরনের পদক্ষেপ গ্রহণ করবে। এদিকে বিশেষজ্ঞরা মনে করেন, পরিস্থিতি নিয়ন্ত্রণে আনতে সমন্বিত উদ্যোগ প্রয়োজন।	[167, 372, 314, 422]
